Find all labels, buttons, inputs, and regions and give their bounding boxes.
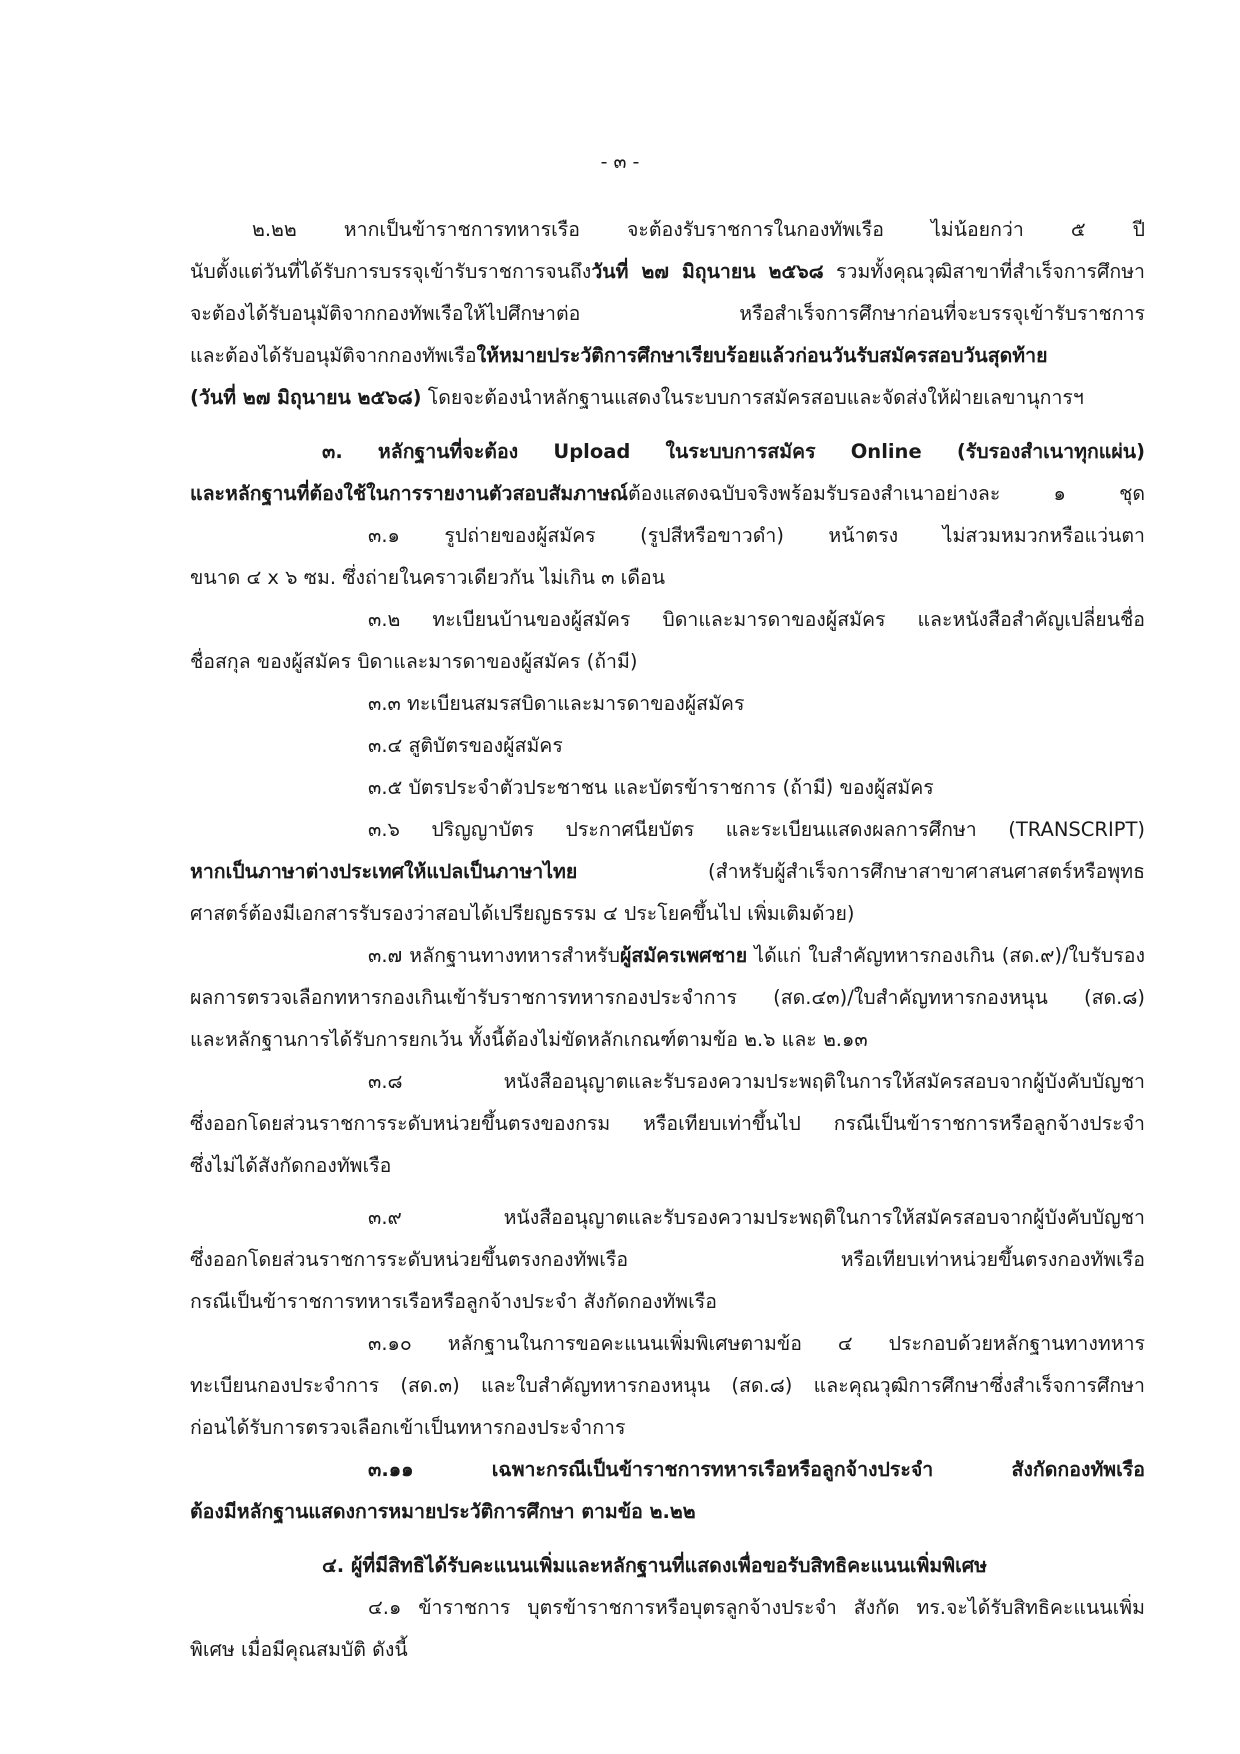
item-3-6-line-3: ศาสตร์ต้องมีเอกสารรับรองว่าสอบได้เปรียญธรรม ๔ ประโยคขึ้นไป เพิ่มเติมด้วย) <box>190 902 855 925</box>
item-3-5: ๓.๕ บัตรประจำตัวประชาชน และบัตรข้าราชการ (ถ้ามี) ของผู้สมัคร <box>368 776 934 799</box>
text-run: โดยจะต้องนำหลักฐานแสดงในระบบการสมัครสอบและจัดส่งให้ฝ่ายเลขานุการฯ <box>421 386 1084 409</box>
item-3-9-line-3: กรณีเป็นข้าราชการทหารเรือหรือลูกจ้างประจำ สังกัดกองทัพเรือ <box>190 1290 717 1313</box>
para-2-22-line-3: จะต้องได้รับอนุมัติจากกองทัพเรือให้ไปศึกษาต่อ หรือสำเร็จการศึกษาก่อนที่จะบรรจุเข้ารับราชการ <box>190 302 1145 325</box>
text-run: รวมทั้งคุณวุฒิสาขาที่สำเร็จการศึกษา <box>823 260 1145 283</box>
item-3-2-line-2: ชื่อสกุล ของผู้สมัคร บิดาและมารดาของผู้สมัคร (ถ้ามี) <box>190 650 638 673</box>
section-3-heading: ๓. หลักฐานที่จะต้อง Upload ในระบบการสมัคร Online (รับรองสำเนาทุกแผ่น) <box>322 440 1145 463</box>
item-3-9-line-1: ๓.๙ หนังสืออนุญาตและรับรองความประพฤติในการให้สมัครสอบจากผู้บังคับบัญชา <box>368 1206 1145 1229</box>
item-3-1-line-2: ขนาด ๔ x ๖ ซม. ซึ่งถ่ายในคราวเดียวกัน ไม่เกิน ๓ เดือน <box>190 566 666 589</box>
item-3-8-line-3: ซึ่งไม่ได้สังกัดกองทัพเรือ <box>190 1154 392 1177</box>
item-3-8-line-2: ซึ่งออกโดยส่วนราชการระดับหน่วยขึ้นตรงของกรม หรือเทียบเท่าขึ้นไป กรณีเป็นข้าราชการหรือลูกจ้างประจำ <box>190 1112 1145 1135</box>
text-run: และต้องได้รับอนุมัติจากกองทัพเรือ <box>190 344 477 367</box>
item-3-11-line-1: ๓.๑๑ เฉพาะกรณีเป็นข้าราชการทหารเรือหรือลูกจ้างประจำ สังกัดกองทัพเรือ <box>368 1458 1145 1481</box>
item-3-7-line-2: ผลการตรวจเลือกทหารกองเกินเข้ารับราชการทหารกองประจำการ (สด.๔๓)/ใบสำคัญทหารกองหนุน (สด.๘) <box>190 986 1145 1009</box>
bold-date-run: วันที่ ๒๗ มิถุนายน ๒๕๖๘ <box>591 260 824 283</box>
para-2-22-line-1: ๒.๒๒ หากเป็นข้าราชการทหารเรือ จะต้องรับราชการในกองทัพเรือ ไม่น้อยกว่า ๕ ปี <box>252 218 1145 241</box>
bold-run: ผู้สมัครเพศชาย <box>619 944 748 967</box>
item-3-11-line-2: ต้องมีหลักฐานแสดงการหมายประวัติการศึกษา ตามข้อ ๒.๒๒ <box>190 1500 696 1523</box>
section-4-heading: ๔. ผู้ที่มีสิทธิได้รับคะแนนเพิ่มและหลักฐานที่แสดงเพื่อขอรับสิทธิคะแนนเพิ่มพิเศษ <box>322 1554 987 1577</box>
bold-run: และหลักฐานที่ต้องใช้ในการรายงานตัวสอบสัมภาษณ์ <box>190 482 628 505</box>
item-3-4: ๓.๔ สูติบัตรของผู้สมัคร <box>368 734 563 757</box>
item-3-7-line-3: และหลักฐานการได้รับการยกเว้น ทั้งนี้ต้องไม่ขัดหลักเกณฑ์ตามข้อ ๒.๖ และ ๒.๑๓ <box>190 1028 868 1051</box>
item-3-9-line-2: ซึ่งออกโดยส่วนราชการระดับหน่วยขึ้นตรงกองทัพเรือ หรือเทียบเท่าหน่วยขึ้นตรงกองทัพเรือ <box>190 1248 1145 1271</box>
page-number: - ๓ - <box>600 151 640 173</box>
item-3-3: ๓.๓ ทะเบียนสมรสบิดาและมารดาของผู้สมัคร <box>368 692 745 715</box>
para-2-22-line-4 <box>190 336 1145 376</box>
item-4-1-line-1: ๔.๑ ข้าราชการ บุตรข้าราชการหรือบุตรลูกจ้างประจำ สังกัด ทร.จะได้รับสิทธิคะแนนเพิ่ม <box>368 1596 1145 1619</box>
bold-run: ให้หมายประวัติการศึกษาเรียบร้อยแล้วก่อนวันรับสมัครสอบวันสุดท้าย <box>476 344 1048 367</box>
item-3-7-line-1 <box>368 936 1145 976</box>
item-3-6-line-2 <box>190 852 1145 892</box>
bold-date-run: (วันที่ ๒๗ มิถุนายน ๒๕๖๘) <box>190 386 422 409</box>
text-run: นับตั้งแต่วันที่ได้รับการบรรจุเข้ารับราชการจนถึง <box>190 260 592 283</box>
para-2-22-line-2 <box>190 252 1145 292</box>
item-3-8-line-1: ๓.๘ หนังสืออนุญาตและรับรองความประพฤติในการให้สมัครสอบจากผู้บังคับบัญชา <box>368 1070 1145 1093</box>
text-run: ๓.๗ หลักฐานทางทหารสำหรับ <box>368 944 620 967</box>
item-3-10-line-3: ก่อนได้รับการตรวจเลือกเข้าเป็นทหารกองประจำการ <box>190 1416 626 1439</box>
item-3-10-line-1: ๓.๑๐ หลักฐานในการขอคะแนนเพิ่มพิเศษตามข้อ ๔ ประกอบด้วยหลักฐานทางทหาร <box>368 1332 1145 1355</box>
item-3-6-line-1: ๓.๖ ปริญญาบัตร ประกาศนียบัตร และระเบียนแสดงผลการศึกษา (TRANSCRIPT) <box>368 818 1145 841</box>
text-run: (สำหรับผู้สำเร็จการศึกษาสาขาศาสนศาสตร์หรือพุทธ <box>577 860 1145 883</box>
text-run: ต้องแสดงฉบับจริงพร้อมรับรองสำเนาอย่างละ ๑ ชุด <box>628 482 1145 505</box>
para-2-22-line-5 <box>190 378 1145 418</box>
text-run: ได้แก่ ใบสำคัญทหารกองเกิน (สด.๙)/ใบรับรอง <box>747 944 1145 967</box>
bold-run: หากเป็นภาษาต่างประเทศให้แปลเป็นภาษาไทย <box>190 860 578 883</box>
item-3-1-line-1: ๓.๑ รูปถ่ายของผู้สมัคร (รูปสีหรือขาวดำ) หน้าตรง ไม่สวมหมวกหรือแว่นตา <box>368 524 1145 547</box>
item-3-10-line-2: ทะเบียนกองประจำการ (สด.๓) และใบสำคัญทหารกองหนุน (สด.๘) และคุณวุฒิการศึกษาซึ่งสำเร็จการศึกษา <box>190 1374 1145 1397</box>
item-4-1-line-2: พิเศษ เมื่อมีคุณสมบัติ ดังนี้ <box>190 1638 408 1661</box>
section-3-heading-line-2 <box>190 474 1145 514</box>
item-3-2-line-1: ๓.๒ ทะเบียนบ้านของผู้สมัคร บิดาและมารดาของผู้สมัคร และหนังสือสำคัญเปลี่ยนชื่อ <box>368 608 1145 631</box>
